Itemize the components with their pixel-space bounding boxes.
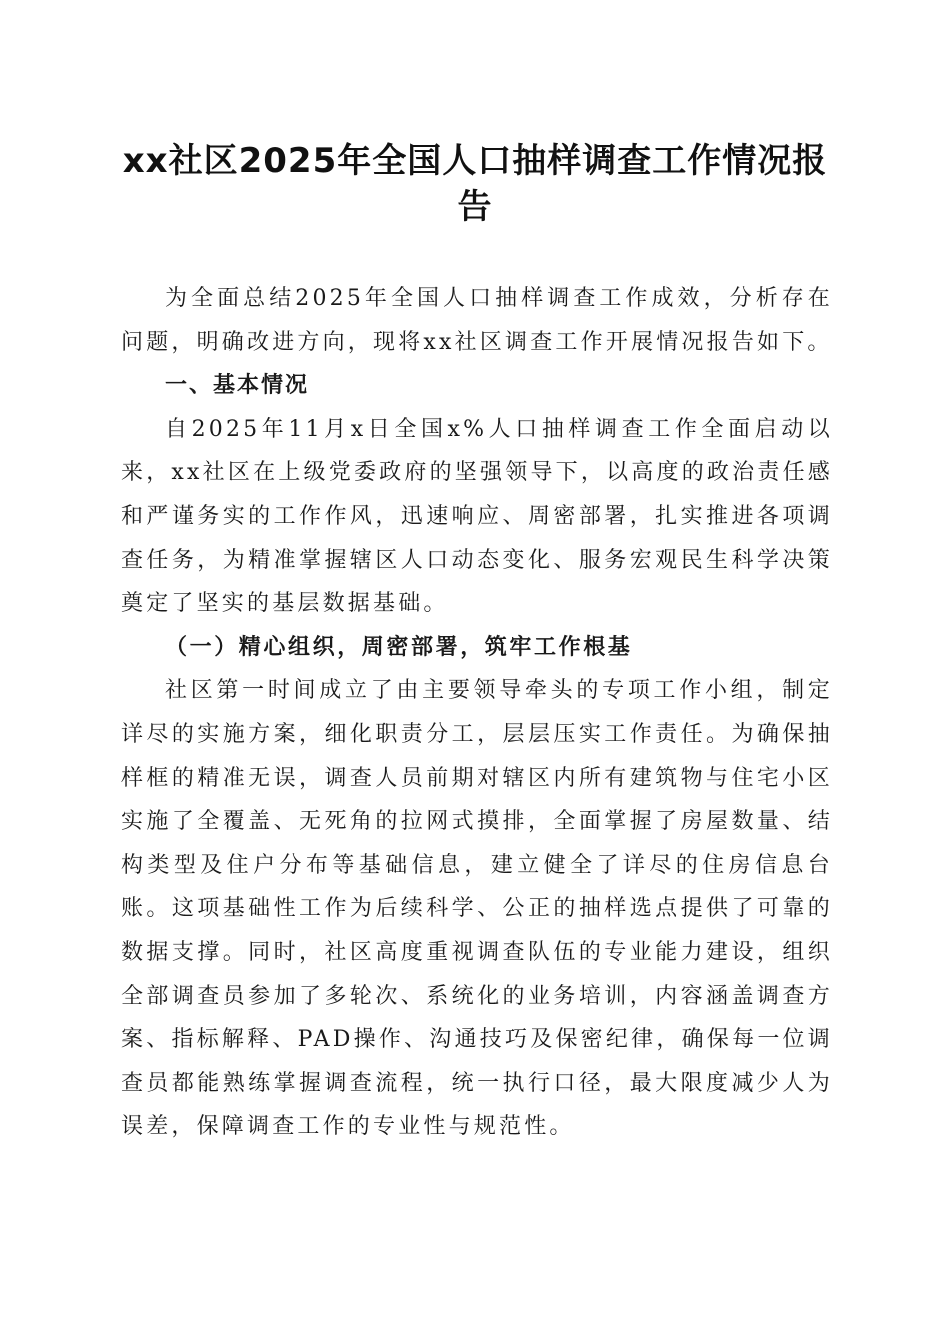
intro-paragraph: 为全面总结2025年全国人口抽样调查工作成效，分析存在问题，明确改进方向，现将xx社区调查工作开展情况报告如下。 <box>121 286 833 355</box>
organization-paragraph: 社区第一时间成立了由主要领导牵头的专项工作小组，制定详尽的实施方案，细化职责分工，层层压实工作责任。为确保抽样框的精准无误，调查人员前期对辖区内所有建筑物与住宅小区实施了全覆盖、无死角的拉网式摸排，全面掌握了房屋数量、结构类型及住户分布等基础信息，建立健全了详尽的住房信息台账。这项基础性工作为后续科学、公正的抽样选点提供了可靠的数据支撑。同时，社区高度重视调查队伍的专业能力建设，组织全部调查员参加了多轮次、系统化的业务培训，内容涵盖调查方案、指标解释、PAD操作、沟通技巧及保密纪律，确保每一位调查员都能熟练掌握调查流程，统一执行口径，最大限度减少人为误差，保障调查工作的专业性与规范性。 <box>121 678 833 1140</box>
subsection-heading-organization: （一）精心组织，周密部署，筑牢工作根基 <box>165 633 633 660</box>
section-heading-basic-situation: 一、基本情况 <box>165 373 310 399</box>
document-title: xx社区2025年全国人口抽样调查工作情况报告 <box>122 141 828 227</box>
basic-situation-paragraph: 自2025年11月x日全国x%人口抽样调查工作全面启动以来，xx社区在上级党委政府的坚强领导下，以高度的政治责任感和严谨务实的工作作风，迅速响应、周密部署，扎实推进各项调查任务，为精准掌握辖区人口动态变化、服务宏观民生科学决策奠定了坚实的基层数据基础。 <box>121 416 833 617</box>
document-body <box>121 277 833 1149</box>
